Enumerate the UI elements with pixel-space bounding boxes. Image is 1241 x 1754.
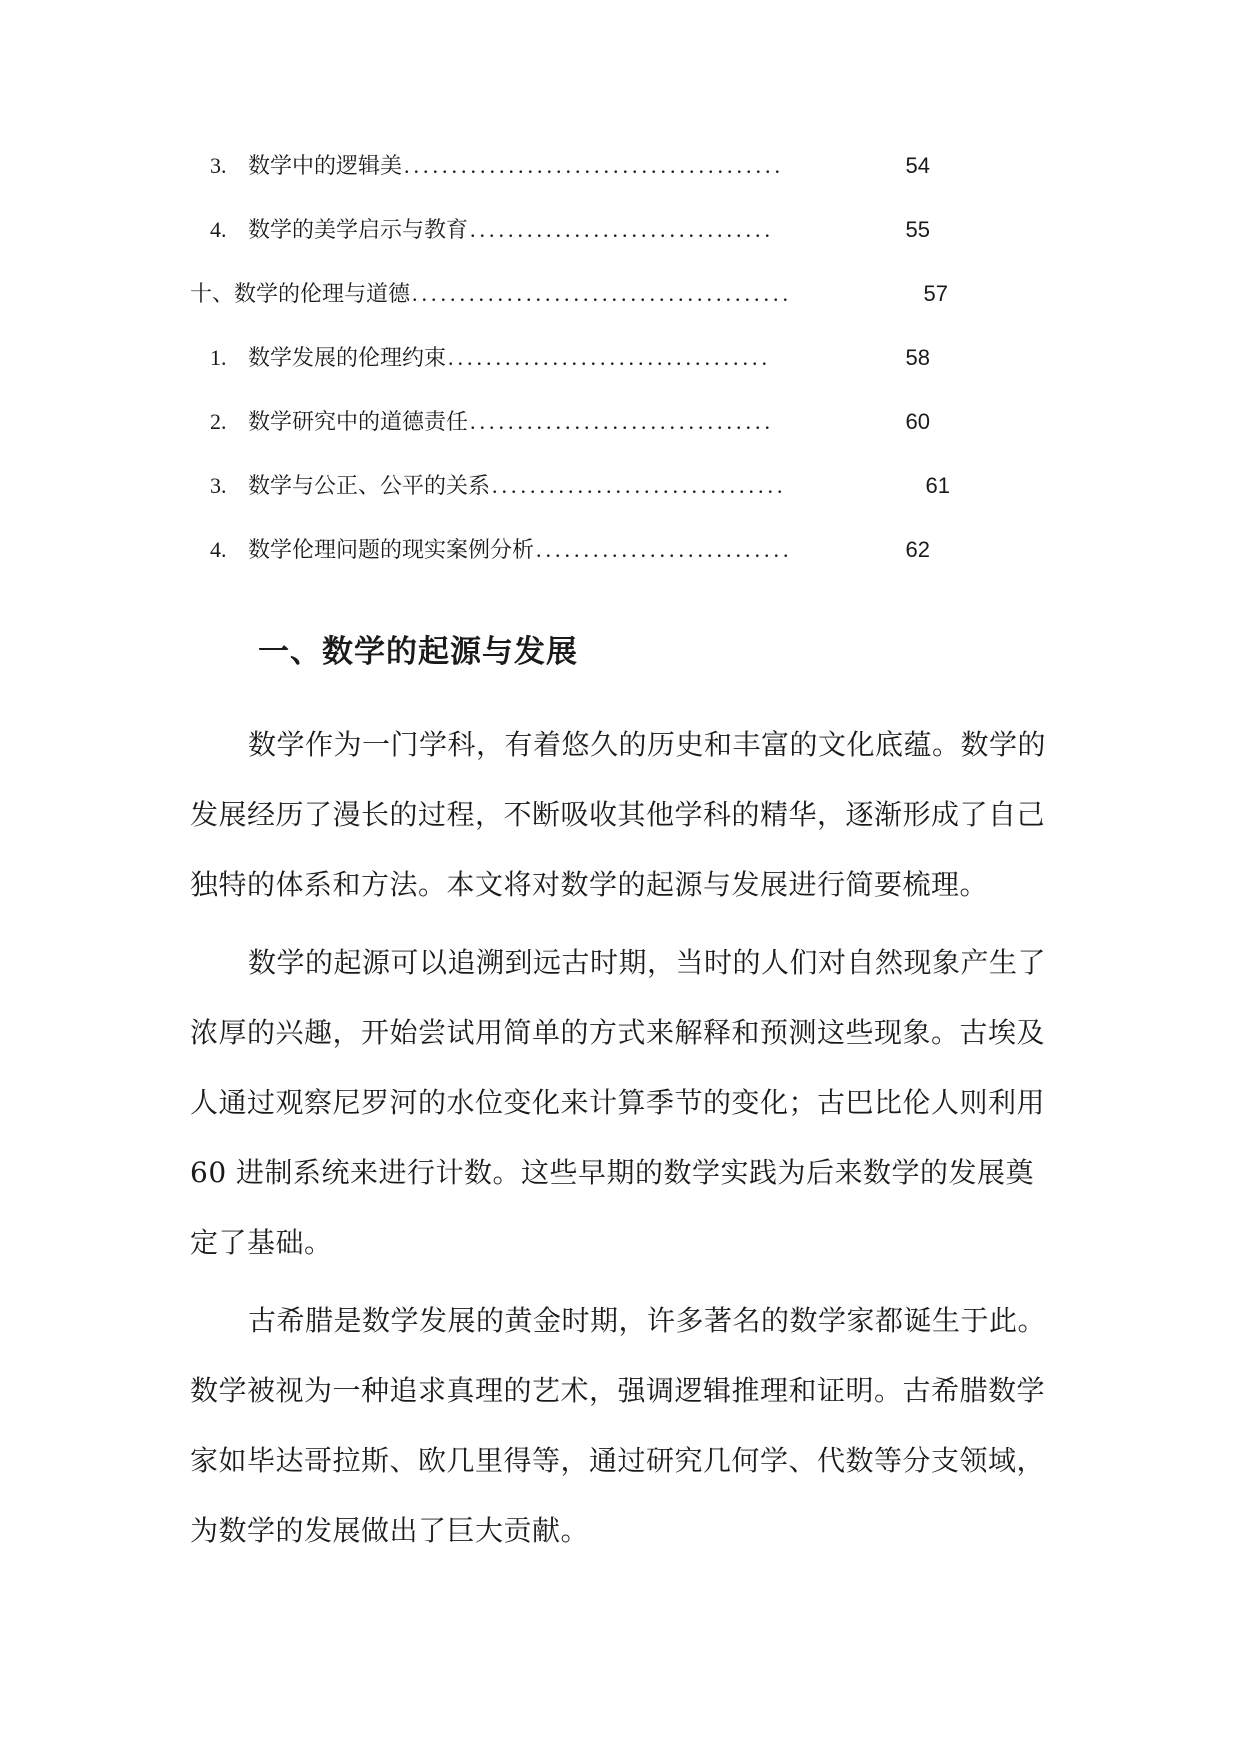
paragraph-line: 数学被视为一种追求真理的艺术，强调逻辑推理和证明。古希腊数学	[190, 1374, 1046, 1407]
paragraph-line: 浓厚的兴趣，开始尝试用简单的方式来解释和预测这些现象。古埃及	[190, 1016, 1046, 1049]
toc-dot-leader: ................................	[470, 409, 775, 434]
paragraph-line: 人通过观察尼罗河的水位变化来计算季节的变化；古巴比伦人则利用	[190, 1086, 1046, 1119]
toc-entry-title: 数学研究中的道德责任	[248, 410, 469, 435]
toc-entry[interactable]	[210, 466, 950, 506]
toc-entry[interactable]	[210, 530, 930, 570]
toc-entry-number: 4.	[210, 537, 227, 562]
toc-entry-title: 数学的美学启示与教育	[248, 218, 469, 243]
toc-dot-leader: ..................................	[448, 345, 772, 370]
toc-page-number: 60	[905, 409, 930, 434]
toc-dot-leader: ........................................	[412, 281, 793, 306]
paragraph-line: 数学的起源可以追溯到远古时期，当时的人们对自然现象产生了	[248, 946, 1047, 979]
toc-entry-title: 数学与公正、公平的关系	[248, 474, 491, 499]
toc-page-number: 58	[905, 345, 930, 370]
toc-entry-number: 1.	[210, 345, 227, 370]
toc-dot-leader: ...........................	[536, 537, 793, 562]
toc-entry-number: 3.	[210, 473, 227, 498]
paragraph	[190, 720, 1070, 930]
toc-entry-title: 数学中的逻辑美	[248, 154, 403, 179]
toc-entry-title: 数学发展的伦理约束	[248, 346, 447, 371]
paragraph-line: 发展经历了漫长的过程，不断吸收其他学科的精华，逐渐形成了自己	[190, 798, 1046, 831]
toc-page-number: 61	[925, 473, 950, 498]
paragraph-line: 数学作为一门学科，有着悠久的历史和丰富的文化底蕴。数学的	[248, 728, 1047, 761]
toc-entry[interactable]	[210, 146, 930, 186]
toc-entry[interactable]	[210, 402, 930, 442]
paragraph-line: 古希腊是数学发展的黄金时期，许多著名的数学家都诞生于此。	[248, 1304, 1047, 1337]
paragraph-line: 为数学的发展做出了巨大贡献。	[190, 1514, 590, 1547]
toc-dot-leader: ........................................	[404, 153, 785, 178]
paragraph	[190, 1296, 1070, 1576]
toc-entry[interactable]	[210, 338, 930, 378]
toc-page-number: 62	[905, 537, 930, 562]
toc-chapter-entry[interactable]	[190, 274, 948, 314]
paragraph-line: 60 进制系统来进行计数。这些早期的数学实践为后来数学的发展奠	[190, 1156, 1035, 1189]
section-body	[190, 720, 1070, 1576]
toc-page-number: 54	[905, 153, 930, 178]
paragraph	[190, 938, 1070, 1288]
toc-page-number: 57	[923, 281, 948, 306]
toc-entry-number: 3.	[210, 153, 227, 178]
toc-entry-number: 2.	[210, 409, 227, 434]
paragraph-line: 家如毕达哥拉斯、欧几里得等，通过研究几何学、代数等分支领域，	[190, 1444, 1046, 1477]
toc-entry-title: 数学伦理问题的现实案例分析	[248, 538, 535, 563]
toc-entry-title: 十、数学的伦理与道德	[190, 282, 411, 307]
toc-dot-leader: ...............................	[492, 473, 787, 498]
toc-entry[interactable]	[210, 210, 930, 250]
toc-page-number: 55	[905, 217, 930, 242]
toc-entry-number: 4.	[210, 217, 227, 242]
toc-dot-leader: ................................	[470, 217, 775, 242]
paragraph-line: 定了基础。	[190, 1226, 333, 1259]
paragraph-line: 独特的体系和方法。本文将对数学的起源与发展进行简要梳理。	[190, 868, 989, 901]
section-heading: 一、数学的起源与发展	[258, 634, 578, 670]
